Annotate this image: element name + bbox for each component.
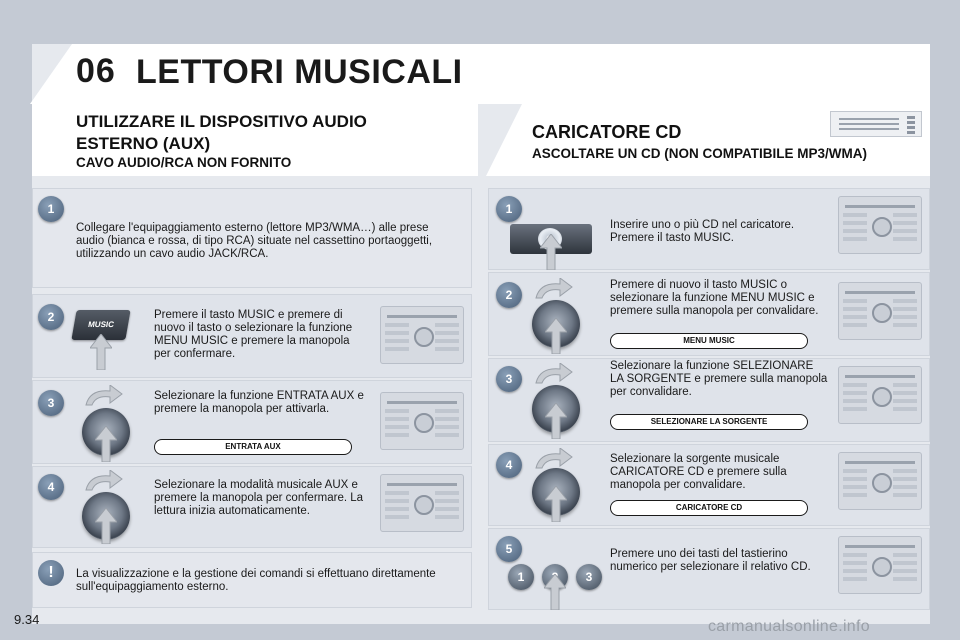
rotate-arrow-icon — [84, 470, 124, 492]
numeric-key-3: 3 — [576, 564, 602, 590]
step-badge: 2 — [496, 282, 522, 308]
radio-unit-icon — [380, 306, 464, 364]
radio-unit-icon — [838, 366, 922, 424]
left-section-title-line1: UTILIZZARE IL DISPOSITIVO AUDIO — [76, 112, 367, 131]
rotate-arrow-icon — [534, 363, 574, 385]
function-pill: CARICATORE CD — [610, 500, 808, 516]
right-step-5-text: Premere uno dei tasti del tastierino numerico per selezionare il relativo CD. — [610, 548, 811, 573]
left-section-title-line2: ESTERNO (AUX) — [76, 134, 211, 153]
note-text: La visualizzazione e la gestione dei comandi si effettuano direttamente sull'equipaggiamento esterno. — [76, 568, 436, 593]
insert-arrow-icon — [540, 234, 562, 270]
step-badge: 3 — [38, 390, 64, 416]
right-step-1-text: Inserire uno o più CD nel caricatore. Premere il tasto MUSIC. — [610, 219, 795, 244]
rotate-arrow-icon — [84, 385, 124, 407]
function-pill: ENTRATA AUX — [154, 439, 352, 455]
radio-unit-icon — [838, 282, 922, 340]
press-arrow-icon — [95, 508, 117, 544]
warning-icon: ! — [38, 560, 64, 586]
step-badge: 4 — [38, 474, 64, 500]
right-section-title: CARICATORE CD — [532, 122, 682, 142]
press-arrow-icon — [95, 426, 117, 462]
step-badge: 1 — [496, 196, 522, 222]
left-section-subtitle: CAVO AUDIO/RCA NON FORNITO — [76, 155, 292, 170]
cd-changer-icon — [830, 111, 922, 137]
press-arrow-icon — [545, 486, 567, 522]
music-key-icon: MUSIC — [71, 310, 130, 340]
press-arrow-icon — [544, 574, 566, 610]
right-step-2-text: Premere di nuovo il tasto MUSIC o selezionare la funzione MENU MUSIC e premere sulla manopola per convalidare. — [610, 279, 819, 317]
radio-unit-icon — [380, 392, 464, 450]
watermark: carmanualsonline.info — [708, 618, 870, 635]
rotate-arrow-icon — [534, 278, 574, 300]
left-step-3-text: Selezionare la funzione ENTRATA AUX e premere la manopola per attivarla. — [154, 390, 364, 415]
press-arrow-icon — [545, 318, 567, 354]
page-number: 9.34 — [14, 612, 40, 627]
step-badge: 4 — [496, 452, 522, 478]
function-pill: MENU MUSIC — [610, 333, 808, 349]
chapter-number: 06 — [76, 52, 116, 90]
right-step-3-text: Selezionare la funzione SELEZIONARE LA SORGENTE e premere sulla manopola per convalidare. — [610, 360, 828, 398]
press-arrow-icon — [90, 334, 112, 370]
chapter-title: LETTORI MUSICALI — [136, 53, 463, 91]
radio-unit-icon — [838, 196, 922, 254]
step-badge: 3 — [496, 366, 522, 392]
left-step-1-text: Collegare l'equipaggiamento esterno (lettore MP3/WMA…) alle prese audio (bianca e rossa, di tipo RCA) situate nel cassettino portaoggetti, utilizzando un cavo audio JACK/RCA. — [76, 222, 433, 260]
radio-unit-icon — [838, 452, 922, 510]
left-step-2-text: Premere il tasto MUSIC e premere di nuovo il tasto o selezionare la funzione MENU MUSIC e premere la manopola per confermare. — [154, 309, 353, 360]
rotate-arrow-icon — [534, 448, 574, 470]
step-badge: 1 — [38, 196, 64, 222]
step-badge: 2 — [38, 304, 64, 330]
press-arrow-icon — [545, 403, 567, 439]
step-badge: 5 — [496, 536, 522, 562]
left-step-4-text: Selezionare la modalità musicale AUX e premere la manopola per confermare. La lettura inizia automaticamente. — [154, 479, 364, 517]
right-step-4-text: Selezionare la sorgente musicale CARICATORE CD e premere sulla manopola per convalidare. — [610, 453, 787, 491]
radio-unit-icon — [838, 536, 922, 594]
numeric-key-1: 1 — [508, 564, 534, 590]
radio-unit-icon — [380, 474, 464, 532]
right-section-subtitle: ASCOLTARE UN CD (NON COMPATIBILE MP3/WMA) — [532, 146, 867, 161]
function-pill: SELEZIONARE LA SORGENTE — [610, 414, 808, 430]
